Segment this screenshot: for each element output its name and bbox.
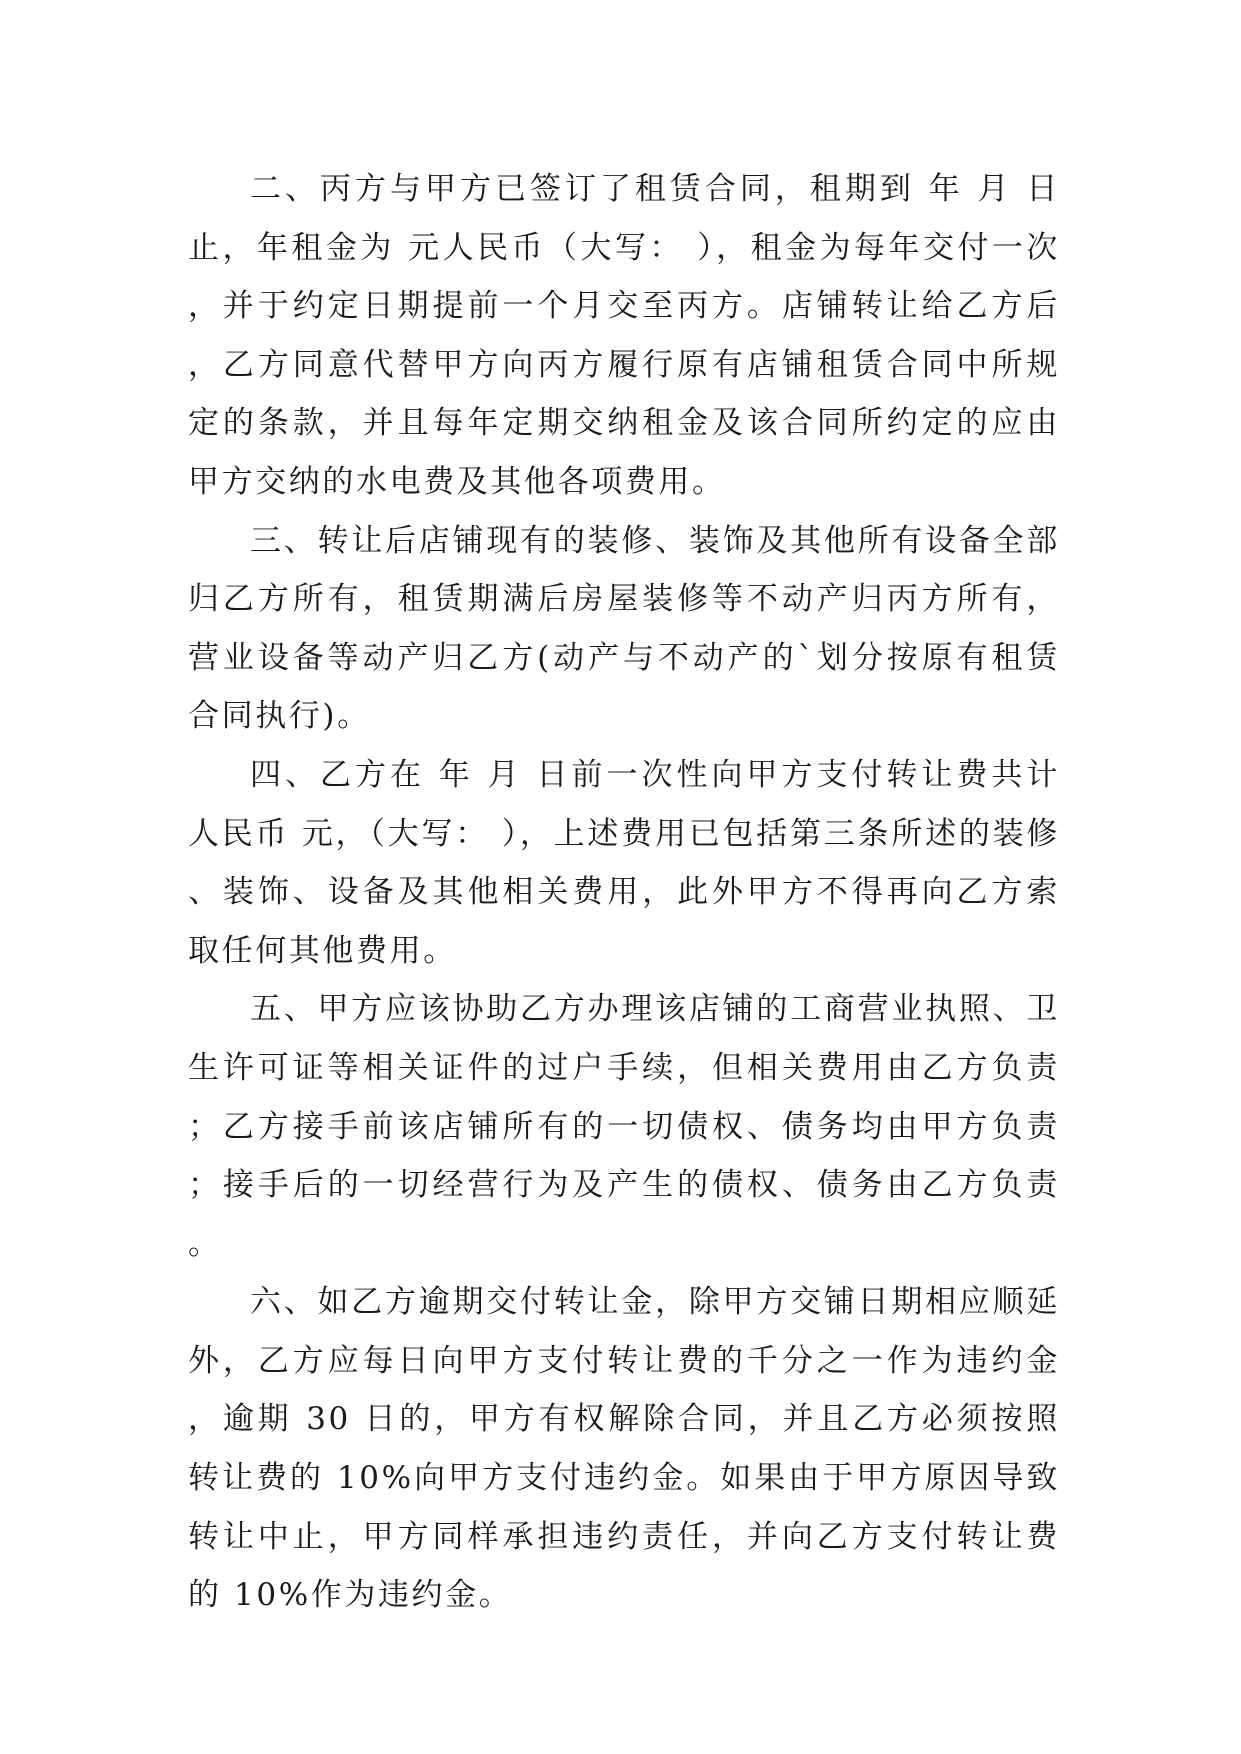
clause-6-paragraph: 六、如乙方逾期交付转让金，除甲方交铺日期相应顺延外，乙方应每日向甲方支付转让费的千分之一作为违约金，逾期 30 日的，甲方有权解除合同，并且乙方必须按照转让费的 10%向甲方支付违约金。如果由于甲方原因导致转让中止，甲方同样承担违约责任，并向乙方支付转让费的 10%作为违约金。 — [188, 1284, 1060, 1614]
clause-4-paragraph: 四、乙方在 年 月 日前一次性向甲方支付转让费共计人民币 元，（大写： ），上述费用已包括第三条所述的装修、装饰、设备及其他相关费用，此外甲方不得再向乙方索取任何其他费用。 — [188, 756, 1060, 969]
document-body — [188, 160, 1060, 1625]
clause-5-paragraph: 五、甲方应该协助乙方办理该店铺的工商营业执照、卫生许可证等相关证件的过户手续，但相关费用由乙方负责；乙方接手前该店铺所有的一切债权、债务均由甲方负责；接手后的一切经营行为及产生的债权、债务由乙方负责。 — [188, 991, 1060, 1262]
clause-3-paragraph: 三、转让后店铺现有的装修、装饰及其他所有设备全部归乙方所有，租赁期满后房屋装修等不动产归丙方所有，营业设备等动产归乙方(动产与不动产的`划分按原有租赁合同执行)。 — [188, 522, 1060, 735]
clause-2-paragraph: 二、丙方与甲方已签订了租赁合同，租期到 年 月 日止，年租金为 元人民币（大写： ），租金为每年交付一次，并于约定日期提前一个月交至丙方。店铺转让给乙方后，乙方同意代替甲方向丙方履行原有店铺租赁合同中所规定的条款，并且每年定期交纳租金及该合同所约定的应由甲方交纳的水电费及其他各项费用。 — [188, 171, 1060, 500]
